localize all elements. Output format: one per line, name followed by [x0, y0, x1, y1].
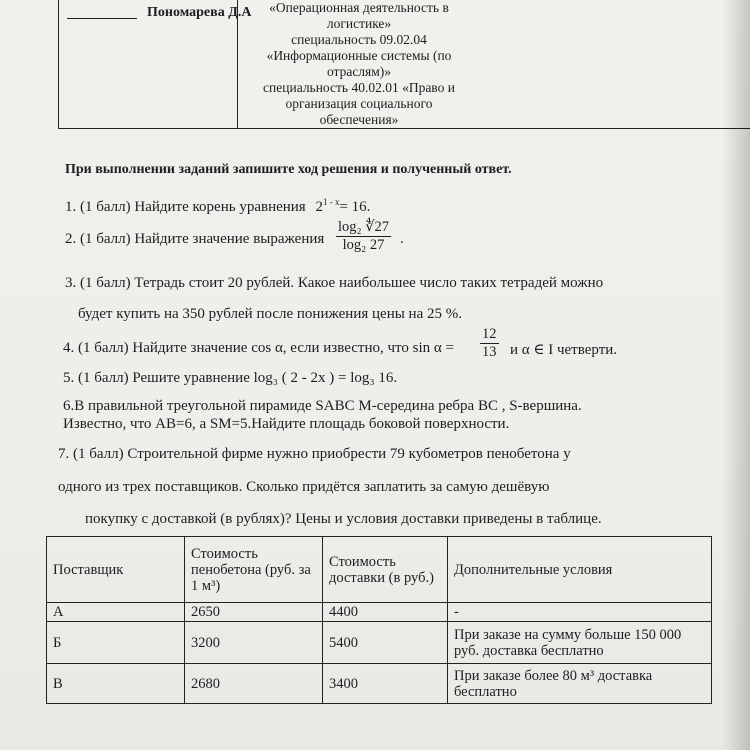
question-7-line3: покупку с доставкой (в рублях)? Цены и условия доставки приведены в таблице. [85, 511, 602, 527]
q2-numerator: log₂ ∜27 [338, 219, 389, 235]
cell-conditions: При заказе на сумму больше 150 000 руб. доставка бесплатно [448, 622, 712, 664]
header-delivery-cost: Стоимость доставки (в руб.) [323, 537, 448, 603]
q4-fraction [480, 326, 499, 361]
header-concrete-cost: Стоимость пенобетона (руб. за 1 м³) [185, 537, 323, 603]
cell-conditions: При заказе более 80 м³ доставка бесплатно [448, 664, 712, 704]
question-1-text: 1. (1 балл) Найдите корень уравнения [65, 199, 306, 215]
approval-line: отраслям)» [326, 64, 392, 79]
question-3-line1: 3. (1 балл) Тетрадь стоит 20 рублей. Какое наибольшее число таких тетрадей можно [65, 275, 604, 291]
q4-tail: и α ∈ I четверти. [510, 342, 618, 358]
q1-base: 2 [315, 199, 323, 215]
cell-supplier: В [47, 664, 185, 704]
cell-delivery-cost: 5400 [323, 622, 448, 664]
question-7-line1: 7. (1 балл) Строительной фирме нужно приобрести 79 кубометров пенобетона у [58, 446, 571, 462]
cell-delivery-cost: 4400 [323, 603, 448, 622]
q2-denominator: log₂ 27 [342, 237, 385, 253]
q1-exponent: 1 - x [322, 197, 340, 207]
page-shadow [722, 0, 750, 750]
cell-supplier: А [47, 603, 185, 622]
q4-numerator: 12 [482, 326, 497, 342]
signature-line [67, 18, 137, 19]
approval-line: специальность 40.02.01 «Право и [263, 80, 455, 95]
approval-line: «Информационные системы (по [266, 48, 452, 63]
approval-line: логистике» [326, 16, 392, 31]
question-3-line2: будет купить на 350 рублей после понижения цены на 25 %. [78, 306, 462, 322]
question-1 [65, 197, 370, 216]
cell-delivery-cost: 3400 [323, 664, 448, 704]
question-7-line2: одного из трех поставщиков. Сколько придётся заплатить за самую дешёвую [58, 479, 550, 495]
question-5: 5. (1 балл) Решите уравнение log₃ ( 2 - 2x ) = log₃ 16. [63, 370, 398, 386]
table-row [47, 664, 712, 704]
q1-rhs: = 16. [339, 199, 371, 215]
approval-line: организация социального [285, 96, 433, 111]
cell-conditions: - [448, 603, 712, 622]
question-6-line1: 6.В правильной треугольной пирамиде SABC M-середина ребра BC , S-вершина. [63, 398, 582, 414]
header-supplier: Поставщик [47, 537, 185, 603]
supplier-price-table [46, 536, 712, 704]
approval-specialties [239, 0, 479, 128]
q4-denominator: 13 [482, 344, 497, 360]
approval-table [58, 0, 750, 129]
signer-name: Пономарева Д.А [147, 5, 252, 20]
instructions-heading: При выполнении заданий запишите ход решения и полученный ответ. [65, 162, 512, 177]
q2-tail: . [400, 231, 404, 247]
cell-concrete-cost: 3200 [185, 622, 323, 664]
q2-fraction [336, 219, 391, 254]
cell-concrete-cost: 2650 [185, 603, 323, 622]
approval-line: «Операционная деятельность в [269, 0, 449, 15]
question-4-text: 4. (1 балл) Найдите значение cos α, если известно, что sin α = [63, 340, 454, 356]
table-row [47, 622, 712, 664]
cell-supplier: Б [47, 622, 185, 664]
question-2-text: 2. (1 балл) Найдите значение выражения [65, 231, 325, 247]
approval-line: специальность 09.02.04 [291, 32, 427, 47]
table-row [47, 603, 712, 622]
header-conditions: Дополнительные условия [448, 537, 712, 603]
table-header-row [47, 537, 712, 603]
approval-line: обеспечения» [319, 112, 399, 127]
cell-concrete-cost: 2680 [185, 664, 323, 704]
question-6-line2: Известно, что AB=6, а SM=5.Найдите площадь боковой поверхности. [63, 416, 510, 432]
